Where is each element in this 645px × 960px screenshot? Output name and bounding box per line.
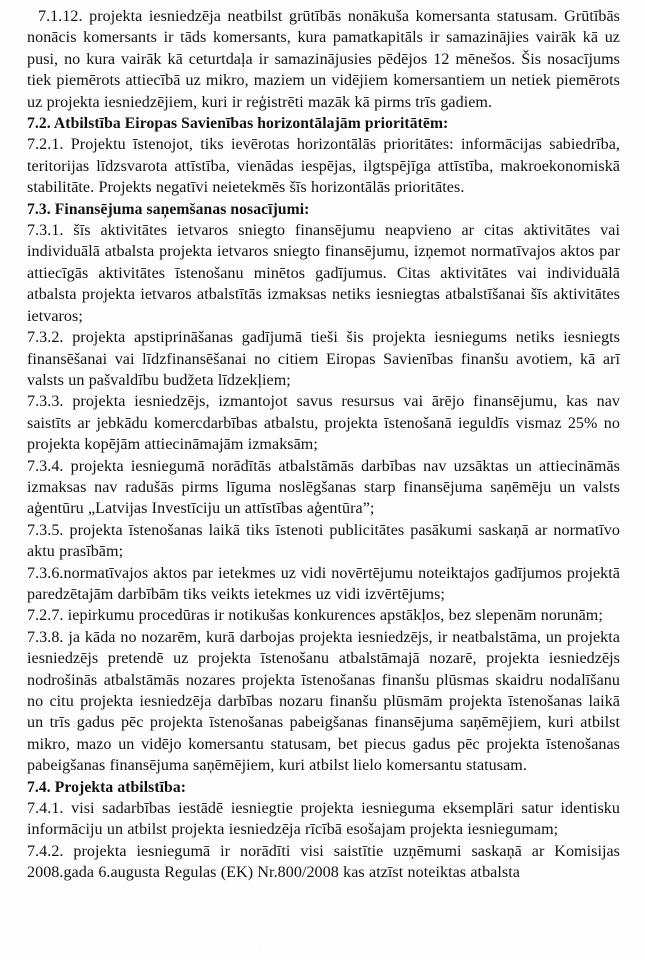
clause-7-2-7: 7.2.7. iepirkumu procedūras ir notikušas konkurences apstākļos, bez slepenām norunām; [27,607,603,625]
heading-7-4: 7.4. Projekta atbilstība: [27,778,187,796]
clause-7-1-12: 7.1.12. projekta iesniedzēja neatbilst grūtībās nonākuša komersanta statusam. Grūtībās nonācis komersants ir tāds komersants, kura pamatkapitāls ir samazinājies vairāk kā uz pusi, no kura vairāk kā ceturtdaļa ir samazinājusies pēdējos 12 mēnešos. Šis nosacījums tiek piemērots attiecībā uz mikro, maziem un vidējiem komersantiem un netiek piemērots uz projekta iesniedzējiem, kuri ir reģistrēti mazāk kā pirms trīs gadiem. [27,8,620,111]
clause-7-3-5: 7.3.5. projekta īstenošanas laikā tiks īstenoti publicitātes pasākumi saskaņā ar normatīvo aktu prasībām; [27,521,620,561]
clause-7-4-1: 7.4.1. visi sadarbības iestādē iesniegtie projekta iesnieguma eksemplāri satur identisku informāciju un atbilst projekta iesniedzēja rīcībā esošajam projekta iesniegumam; [27,800,620,839]
heading-7-2: 7.2. Atbilstība Eiropas Savienības horizontālajām prioritātēm: [27,115,449,133]
clause-7-3-1: 7.3.1. šīs aktivitātes ietvaros sniegto finansējumu neapvieno ar citas aktivitātes vai individuālā atbalsta projekta ietvaros sniegto finansējumu, izņemot normatīvajos aktos par attiecīgās aktivitātes īstenošanu minētos gadījumus. Citas aktivitātes vai individuālā atbalsta projekta ietvaros atbalstītās izmaksas netiks iesniegtas atbalstīšanai šīs aktivitātes ietvaros; [27,222,620,325]
clause-7-2-1: 7.2.1. Projektu īstenojot, tiks ievērotas horizontālās prioritātes: informācijas sabiedrība, teritorijas līdzsvarota attīstība, vienādas iespējas, ilgtspējīga attīstība, makroekonomiskā stabilitāte. Projekts negatīvi neietekmēs šīs horizontālās prioritātes. [27,136,620,197]
document-body [27,6,620,884]
clause-7-3-8: 7.3.8. ja kāda no nozarēm, kurā darbojas projekta iesniedzējs, ir neatbalstāma, un projekta iesniedzējs pretendē uz projekta īstenošanu atbalstāmajā nozarē, projekta iesniedzējs nodrošinās atbalstāmās nozares projekta īstenošanas finanšu plūsmas skaidru nodalīšanu no citu projekta iesniedzēja darbības nozaru finanšu plūsmām projekta īstenošanas laikā un trīs gadus pēc projekta īstenošanas pabeigšanas finansējuma saņēmējiem, kuri atbilst mikro, mazo un vidējo komersantu statusam, bet piecus gadus pēc projekta īstenošanas pabeigšanas finansējuma saņēmējiem, kuri atbilst lielo komersantu statusam. [27,628,620,775]
clause-7-3-6: 7.3.6.normatīvajos aktos par ietekmes uz vidi novērtējumu noteiktajos gadījumos projektā paredzētajām darbībām tiks veikts ietekmes uz vidi izvērtējums; [27,564,620,603]
clause-7-4-2: 7.4.2. projekta iesniegumā ir norādīti visi saistītie uzņēmumi saskaņā ar Komisijas 2008.gada 6.augusta Regulas (EK) Nr.800/2008 kas atzīst noteiktas atbalsta [27,842,620,882]
clause-7-3-3: 7.3.3. projekta iesniedzējs, izmantojot savus resursus vai ārējo finansējumu, kas nav saistīts ar jebkādu komercdarbības atbalstu, projekta īstenošanā ieguldīs vismaz 25% no projekta kopējām attiecināmajām izmaksām; [27,393,620,454]
clause-7-3-4: 7.3.4. projekta iesniegumā norādītās atbalstāmās darbības nav uzsāktas un attiecināmās izmaksas nav radušās pirms līguma noslēgšanas starp finansējuma saņēmēju un valsts aģentūru „Latvijas Investīciju un attīstības aģentūra”; [27,457,620,518]
heading-7-3: 7.3. Finansējuma saņemšanas nosacījumi: [27,200,310,218]
clause-7-3-2: 7.3.2. projekta apstiprināšanas gadījumā tieši šis projekta iesniegums netiks iesniegts finansēšanai vai līdzfinansēšanai no citiem Eiropas Savienības finanšu avotiem, kā arī valsts un pašvaldību budžeta līdzekļiem; [27,329,620,389]
